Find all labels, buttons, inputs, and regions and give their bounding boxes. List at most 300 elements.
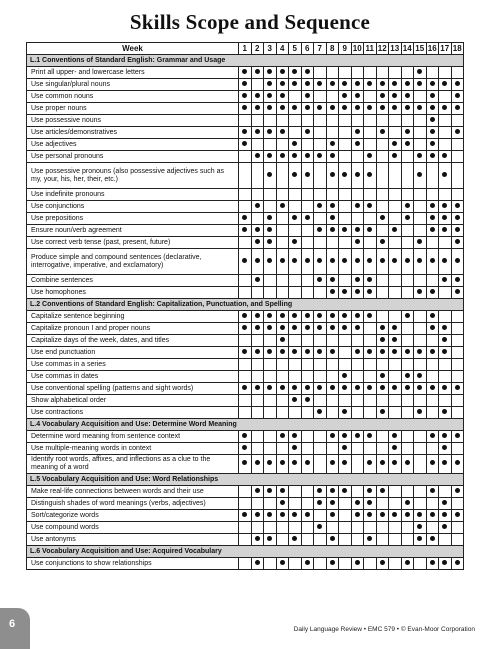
- skill-dot-icon: [292, 536, 297, 541]
- week-cell: [451, 407, 464, 419]
- week-cell: [376, 275, 389, 287]
- week-cell: [351, 139, 364, 151]
- week-cell: [439, 67, 452, 79]
- skill-dot-icon: [242, 325, 247, 330]
- skill-dot-icon: [267, 460, 272, 465]
- skill-dot-icon: [342, 105, 347, 110]
- week-cell: [264, 67, 277, 79]
- skill-dot-icon: [305, 215, 310, 220]
- week-cell: [439, 151, 452, 163]
- week-cell: [426, 249, 439, 275]
- week-cell: [389, 91, 402, 103]
- week-cell: [389, 189, 402, 201]
- week-cell: [276, 431, 289, 443]
- section-header-row: [27, 419, 464, 431]
- week-cell: [264, 311, 277, 323]
- week-cell: [376, 347, 389, 359]
- week-cell: [389, 443, 402, 455]
- skill-dot-icon: [255, 227, 260, 232]
- week-cell: [314, 103, 327, 115]
- skill-dot-icon: [392, 105, 397, 110]
- skill-dot-icon: [392, 512, 397, 517]
- skill-dot-icon: [342, 81, 347, 86]
- week-cell: [326, 225, 339, 237]
- week-cell: [314, 383, 327, 395]
- week-cell: [264, 443, 277, 455]
- skill-dot-icon: [442, 433, 447, 438]
- week-cell: [426, 201, 439, 213]
- skill-dot-icon: [367, 153, 372, 158]
- week-cell: [414, 163, 427, 189]
- skill-dot-icon: [292, 153, 297, 158]
- week-cell: [314, 201, 327, 213]
- week-cell: [414, 237, 427, 249]
- skill-dot-icon: [242, 215, 247, 220]
- week-cell: [414, 510, 427, 522]
- week-cell: [401, 558, 414, 570]
- week-cell: [376, 510, 389, 522]
- skill-dot-icon: [442, 172, 447, 177]
- skill-row: [27, 359, 464, 371]
- week-cell: [451, 127, 464, 139]
- skill-dot-icon: [455, 560, 460, 565]
- week-cell: [389, 407, 402, 419]
- week-cell: [239, 383, 252, 395]
- skill-dot-icon: [380, 560, 385, 565]
- week-cell: [239, 237, 252, 249]
- skill-dot-icon: [280, 129, 285, 134]
- week-cell: [314, 249, 327, 275]
- skill-dot-icon: [355, 433, 360, 438]
- week-cell: [264, 151, 277, 163]
- week-cell: [339, 431, 352, 443]
- week-cell: [414, 443, 427, 455]
- week-cell: [326, 201, 339, 213]
- week-cell: [389, 151, 402, 163]
- week-cell: [339, 213, 352, 225]
- skill-label: Use conjunctions: [27, 201, 239, 213]
- week-cell: [239, 163, 252, 189]
- week-cell: [426, 67, 439, 79]
- week-cell: [276, 275, 289, 287]
- week-cell: [239, 522, 252, 534]
- skill-dot-icon: [305, 397, 310, 402]
- skill-dot-icon: [430, 560, 435, 565]
- week-cell: [426, 115, 439, 127]
- week-cell: [314, 79, 327, 91]
- week-cell: [314, 395, 327, 407]
- week-cell: [426, 91, 439, 103]
- skill-dot-icon: [367, 536, 372, 541]
- skill-dot-icon: [405, 349, 410, 354]
- week-cell: [451, 383, 464, 395]
- week-cell: [289, 383, 302, 395]
- skill-dot-icon: [242, 313, 247, 318]
- week-cell: [376, 151, 389, 163]
- week-cell: [251, 225, 264, 237]
- week-cell: [364, 275, 377, 287]
- week-cell: [439, 311, 452, 323]
- week-cell: [389, 139, 402, 151]
- week-cell: [251, 534, 264, 546]
- skill-dot-icon: [255, 349, 260, 354]
- skill-label: Use compound words: [27, 522, 239, 534]
- skill-dot-icon: [430, 215, 435, 220]
- skill-dot-icon: [330, 227, 335, 232]
- skill-dot-icon: [280, 337, 285, 342]
- week-cell: [251, 311, 264, 323]
- week-cell: [289, 201, 302, 213]
- week-cell: [376, 371, 389, 383]
- week-column-header: 11: [364, 43, 377, 55]
- skill-dot-icon: [417, 349, 422, 354]
- skill-dot-icon: [280, 488, 285, 493]
- week-column-header: 7: [314, 43, 327, 55]
- week-cell: [351, 225, 364, 237]
- skill-row: [27, 139, 464, 151]
- skill-dot-icon: [342, 488, 347, 493]
- skill-dot-icon: [267, 153, 272, 158]
- skill-dot-icon: [292, 445, 297, 450]
- week-cell: [351, 371, 364, 383]
- skill-dot-icon: [255, 536, 260, 541]
- week-cell: [401, 335, 414, 347]
- skill-dot-icon: [392, 153, 397, 158]
- week-cell: [251, 201, 264, 213]
- week-cell: [251, 455, 264, 474]
- week-column-header: 14: [402, 43, 412, 53]
- week-cell: [439, 237, 452, 249]
- week-cell: [264, 225, 277, 237]
- week-cell: [426, 486, 439, 498]
- week-column-header: 13: [390, 43, 400, 53]
- skill-dot-icon: [342, 445, 347, 450]
- skill-dot-icon: [305, 460, 310, 465]
- week-cell: [426, 407, 439, 419]
- skill-dot-icon: [417, 536, 422, 541]
- skill-dot-icon: [317, 105, 322, 110]
- week-cell: [426, 287, 439, 299]
- week-cell: [339, 443, 352, 455]
- week-cell: [401, 323, 414, 335]
- skill-row: [27, 163, 464, 189]
- week-cell: [364, 431, 377, 443]
- skill-dot-icon: [430, 325, 435, 330]
- skill-label: Use conjunctions to show relationships: [27, 558, 239, 570]
- week-cell: [339, 558, 352, 570]
- skill-label: Use homophones: [27, 287, 239, 299]
- skill-dot-icon: [455, 385, 460, 390]
- week-cell: [389, 510, 402, 522]
- week-cell: [364, 347, 377, 359]
- skill-label: Use prepositions: [27, 213, 239, 225]
- week-cell: [414, 225, 427, 237]
- skill-dot-icon: [330, 560, 335, 565]
- week-cell: [426, 103, 439, 115]
- week-cell: [289, 443, 302, 455]
- week-cell: [351, 201, 364, 213]
- week-cell: [326, 103, 339, 115]
- week-cell: [239, 323, 252, 335]
- week-cell: [426, 534, 439, 546]
- skill-dot-icon: [442, 500, 447, 505]
- section-header-row: [27, 474, 464, 486]
- skill-label: Use commas in dates: [27, 371, 239, 383]
- skill-row: [27, 522, 464, 534]
- week-cell: [426, 522, 439, 534]
- skill-dot-icon: [242, 258, 247, 263]
- skill-dot-icon: [392, 445, 397, 450]
- week-cell: [364, 287, 377, 299]
- week-cell: [264, 237, 277, 249]
- week-cell: [251, 163, 264, 189]
- week-cell: [426, 443, 439, 455]
- skills-table: [26, 42, 464, 570]
- week-cell: [439, 335, 452, 347]
- skill-dot-icon: [292, 81, 297, 86]
- week-cell: [301, 189, 314, 201]
- week-cell: [339, 323, 352, 335]
- week-cell: [251, 79, 264, 91]
- week-cell: [251, 443, 264, 455]
- skill-dot-icon: [455, 433, 460, 438]
- week-cell: [289, 498, 302, 510]
- week-cell: [376, 163, 389, 189]
- skill-dot-icon: [380, 105, 385, 110]
- skill-dot-icon: [405, 81, 410, 86]
- week-cell: [289, 431, 302, 443]
- skill-dot-icon: [355, 385, 360, 390]
- skill-dot-icon: [355, 560, 360, 565]
- week-cell: [339, 287, 352, 299]
- week-cell: [276, 163, 289, 189]
- skill-dot-icon: [267, 172, 272, 177]
- skill-dot-icon: [242, 69, 247, 74]
- skill-dot-icon: [367, 277, 372, 282]
- week-cell: [276, 249, 289, 275]
- skill-dot-icon: [317, 409, 322, 414]
- week-cell: [339, 486, 352, 498]
- skill-dot-icon: [317, 313, 322, 318]
- week-cell: [339, 407, 352, 419]
- week-cell: [351, 311, 364, 323]
- week-cell: [314, 115, 327, 127]
- week-cell: [264, 139, 277, 151]
- week-cell: [251, 486, 264, 498]
- skill-label: Show alphabetical order: [27, 395, 239, 407]
- skill-dot-icon: [242, 512, 247, 517]
- skill-dot-icon: [455, 258, 460, 263]
- week-cell: [301, 455, 314, 474]
- week-cell: [351, 91, 364, 103]
- week-cell: [364, 151, 377, 163]
- week-cell: [264, 189, 277, 201]
- week-cell: [389, 455, 402, 474]
- week-cell: [364, 201, 377, 213]
- skill-dot-icon: [305, 325, 310, 330]
- section-title: L.4 Vocabulary Acquisition and Use: Determine Word Meaning: [27, 419, 464, 431]
- week-cell: [314, 275, 327, 287]
- week-cell: [264, 201, 277, 213]
- skill-dot-icon: [380, 385, 385, 390]
- skill-label: Capitalize days of the week, dates, and titles: [27, 335, 239, 347]
- skill-dot-icon: [267, 81, 272, 86]
- skill-label: Capitalize pronoun I and proper nouns: [27, 323, 239, 335]
- week-cell: [339, 151, 352, 163]
- skill-dot-icon: [330, 289, 335, 294]
- skill-dot-icon: [417, 153, 422, 158]
- week-cell: [326, 311, 339, 323]
- week-cell: [326, 359, 339, 371]
- week-cell: [251, 91, 264, 103]
- week-cell: [389, 359, 402, 371]
- skill-dot-icon: [242, 129, 247, 134]
- week-cell: [276, 443, 289, 455]
- week-cell: [401, 139, 414, 151]
- week-cell: [376, 139, 389, 151]
- week-cell: [351, 455, 364, 474]
- week-column-header: 4: [276, 43, 289, 55]
- skill-dot-icon: [280, 203, 285, 208]
- week-cell: [414, 395, 427, 407]
- week-cell: [264, 371, 277, 383]
- week-cell: [276, 455, 289, 474]
- week-cell: [439, 498, 452, 510]
- week-cell: [339, 335, 352, 347]
- skill-dot-icon: [392, 349, 397, 354]
- week-cell: [439, 510, 452, 522]
- skill-dot-icon: [305, 313, 310, 318]
- skill-dot-icon: [355, 203, 360, 208]
- week-cell: [376, 486, 389, 498]
- skill-dot-icon: [417, 69, 422, 74]
- skill-dot-icon: [280, 385, 285, 390]
- skill-dot-icon: [255, 203, 260, 208]
- skill-dot-icon: [317, 81, 322, 86]
- week-cell: [326, 163, 339, 189]
- week-cell: [351, 213, 364, 225]
- skill-dot-icon: [430, 227, 435, 232]
- week-cell: [239, 79, 252, 91]
- skill-dot-icon: [242, 93, 247, 98]
- skill-dot-icon: [380, 337, 385, 342]
- week-cell: [451, 443, 464, 455]
- skill-dot-icon: [380, 373, 385, 378]
- week-cell: [251, 498, 264, 510]
- week-cell: [351, 534, 364, 546]
- skill-label: Use end punctuation: [27, 347, 239, 359]
- week-cell: [451, 91, 464, 103]
- week-cell: [314, 371, 327, 383]
- week-cell: [326, 115, 339, 127]
- week-cell: [326, 151, 339, 163]
- week-cell: [414, 347, 427, 359]
- skill-label: Distinguish shades of word meanings (verbs, adjectives): [27, 498, 239, 510]
- week-cell: [364, 443, 377, 455]
- week-cell: [314, 498, 327, 510]
- week-cell: [401, 287, 414, 299]
- week-cell: [276, 189, 289, 201]
- week-cell: [451, 163, 464, 189]
- week-cell: [389, 395, 402, 407]
- week-cell: [251, 395, 264, 407]
- week-cell: [376, 558, 389, 570]
- skill-dot-icon: [442, 105, 447, 110]
- skill-dot-icon: [417, 105, 422, 110]
- week-cell: [351, 443, 364, 455]
- skill-row: [27, 383, 464, 395]
- week-cell: [301, 431, 314, 443]
- week-cell: [326, 371, 339, 383]
- week-cell: [326, 275, 339, 287]
- week-cell: [339, 311, 352, 323]
- skill-dot-icon: [242, 385, 247, 390]
- week-cell: [264, 287, 277, 299]
- week-cell: [426, 163, 439, 189]
- skill-row: [27, 395, 464, 407]
- week-cell: [364, 359, 377, 371]
- week-cell: [451, 139, 464, 151]
- skill-row: [27, 275, 464, 287]
- page-title: Skills Scope and Sequence: [129, 10, 371, 34]
- skill-dot-icon: [355, 349, 360, 354]
- week-cell: [364, 558, 377, 570]
- week-cell: [301, 558, 314, 570]
- week-cell: [301, 486, 314, 498]
- skill-label: Use possessive nouns: [27, 115, 239, 127]
- week-cell: [439, 359, 452, 371]
- week-cell: [376, 498, 389, 510]
- week-cell: [289, 163, 302, 189]
- week-cell: [376, 201, 389, 213]
- week-cell: [426, 371, 439, 383]
- week-cell: [276, 558, 289, 570]
- skill-dot-icon: [330, 258, 335, 263]
- skill-dot-icon: [342, 172, 347, 177]
- skill-dot-icon: [342, 93, 347, 98]
- section-title: L.1 Conventions of Standard English: Grammar and Usage: [27, 55, 464, 67]
- skill-dot-icon: [442, 445, 447, 450]
- week-cell: [364, 311, 377, 323]
- skill-dot-icon: [330, 313, 335, 318]
- week-cell: [326, 486, 339, 498]
- week-cell: [264, 103, 277, 115]
- skill-dot-icon: [442, 325, 447, 330]
- skill-dot-icon: [342, 373, 347, 378]
- week-column-header: 18: [452, 43, 462, 53]
- week-cell: [276, 498, 289, 510]
- week-cell: [339, 534, 352, 546]
- week-cell: [414, 407, 427, 419]
- skill-dot-icon: [367, 105, 372, 110]
- skill-dot-icon: [292, 105, 297, 110]
- week-cell: [401, 67, 414, 79]
- week-cell: [401, 395, 414, 407]
- skill-dot-icon: [455, 239, 460, 244]
- week-cell: [301, 287, 314, 299]
- week-cell: [301, 91, 314, 103]
- section-header-row: [27, 299, 464, 311]
- skill-dot-icon: [367, 289, 372, 294]
- week-cell: [401, 237, 414, 249]
- week-cell: [401, 383, 414, 395]
- week-cell: [314, 455, 327, 474]
- skill-dot-icon: [405, 385, 410, 390]
- week-cell: [314, 335, 327, 347]
- week-cell: [314, 522, 327, 534]
- skill-dot-icon: [405, 215, 410, 220]
- week-cell: [251, 383, 264, 395]
